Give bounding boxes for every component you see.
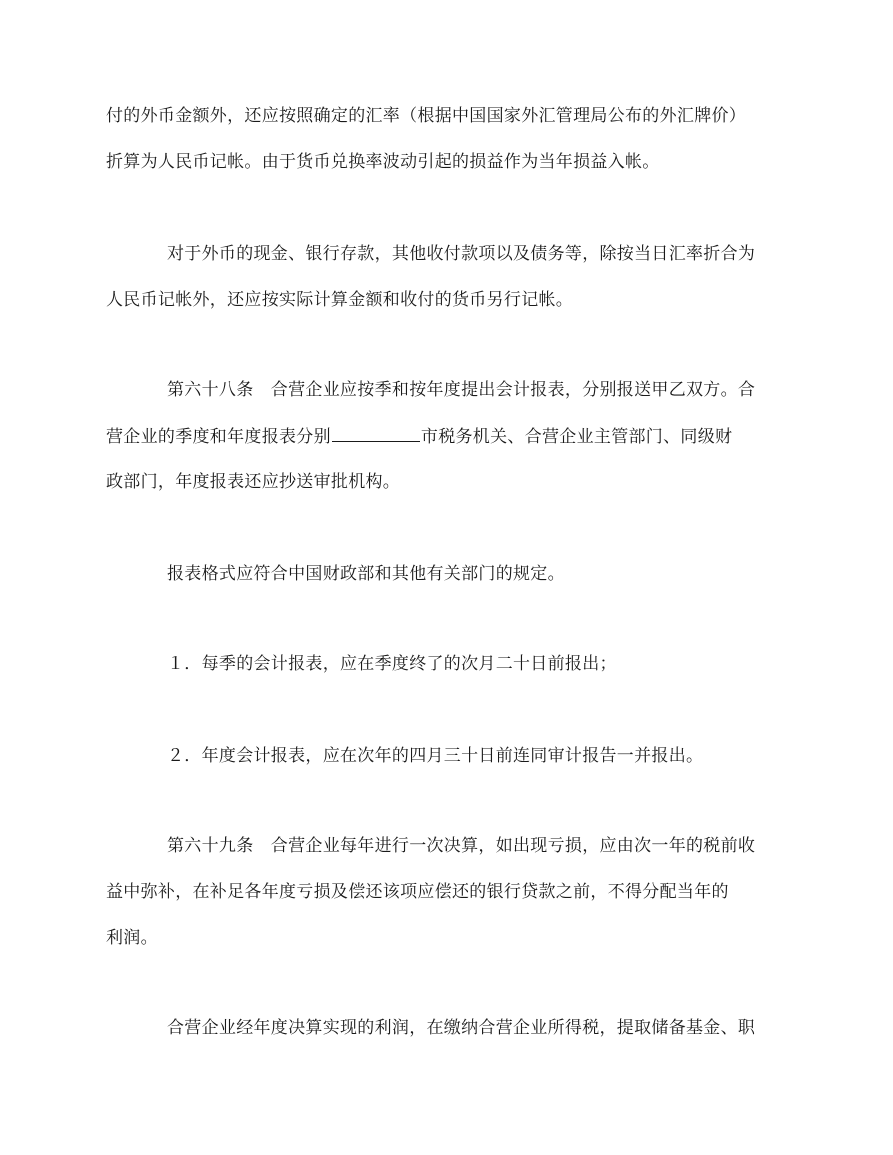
paragraph-8-line-1: 合营企业经年度决算实现的利润，在缴纳合营企业所得税，提取储备基金、职 (167, 1018, 756, 1038)
article-69-line-1: 第六十九条 合营企业每年进行一次决算，如出现亏损，应由次一年的税前收 (167, 836, 756, 856)
article-68-line-2-after-blank: 市税务机关、合营企业主管部门、同级财 (420, 427, 733, 447)
paragraph-1-line-1: 付的外币金额外，还应按照确定的汇率（根据中国国家外汇管理局公布的外汇牌价） (106, 106, 747, 126)
article-69-line-2: 益中弥补，在补足各年度亏损及偿还该项应偿还的银行贷款之前，不得分配当年的 (106, 882, 729, 902)
list-item-2: ２．年度会计报表，应在次年的四月三十日前连同审计报告一并报出。 (167, 746, 704, 766)
article-68-line-2-before-blank: 营企业的季度和年度报表分别 (106, 427, 331, 447)
list-item-1: １．每季的会计报表，应在季度终了的次月二十日前报出； (167, 654, 617, 674)
paragraph-1-line-2: 折算为人民币记帐。由于货币兑换率波动引起的损益作为当年损益入帐。 (106, 152, 660, 172)
article-69-line-3: 利润。 (106, 928, 158, 948)
article-68-line-3: 政部门，年度报表还应抄送审批机构。 (106, 472, 401, 492)
paragraph-2-line-1: 对于外币的现金、银行存款，其他收付款项以及债务等，除按当日汇率折合为 (167, 244, 756, 264)
fill-in-blank (332, 427, 420, 442)
paragraph-4-line-1: 报表格式应符合中国财政部和其他有关部门的规定。 (167, 564, 565, 584)
article-68-line-2 (0, 425, 893, 449)
paragraph-2-line-2: 人民币记帐外，还应按实际计算金额和收付的货币另行记帐。 (106, 290, 574, 310)
article-68-line-1: 第六十八条 合营企业应按季和按年度提出会计报表，分别报送甲乙双方。合 (167, 380, 756, 400)
